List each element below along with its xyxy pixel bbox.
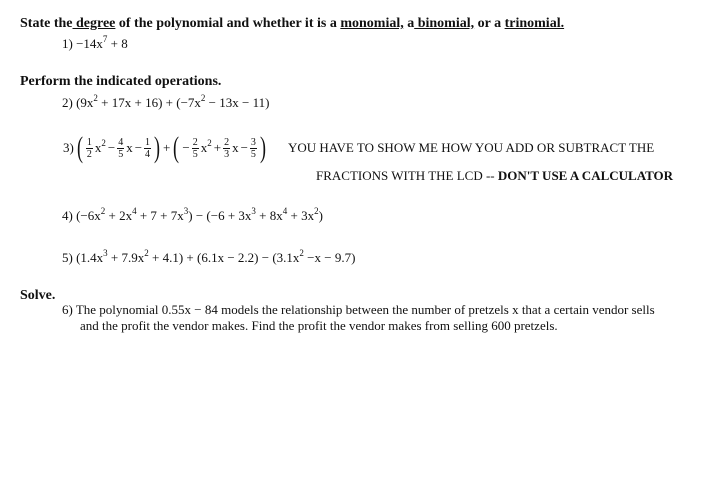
section3-heading: Solve. bbox=[20, 288, 56, 303]
p5-part: 5) (1.4x bbox=[62, 250, 104, 265]
variable: x bbox=[94, 140, 102, 155]
exponent: 2 bbox=[299, 248, 304, 258]
variable: x bbox=[126, 140, 133, 155]
problem-6-line-1: 6) The polynomial 0.55x − 84 models the relationship between the number of pretzels x that a certain vendor sells bbox=[62, 302, 655, 317]
instruction-emphasis: DON'T USE A CALCULATOR bbox=[497, 168, 674, 183]
fraction bbox=[86, 137, 93, 160]
exponent: 4 bbox=[132, 206, 137, 216]
fraction bbox=[192, 137, 199, 160]
p4-part: + 7 + 7x bbox=[136, 208, 184, 223]
numerator: 1 bbox=[145, 136, 151, 148]
fraction bbox=[144, 137, 151, 160]
exponent: 3 bbox=[183, 206, 189, 216]
problem-1-rest: + 8 bbox=[107, 36, 128, 51]
denominator: 5 bbox=[118, 148, 124, 160]
numerator: 2 bbox=[192, 136, 198, 148]
denominator: 3 bbox=[224, 148, 230, 160]
section1-heading bbox=[20, 16, 564, 32]
term bbox=[201, 140, 212, 156]
operator: − bbox=[182, 140, 190, 155]
heading-text-mid1: of the polynomial and whether it is a bbox=[115, 16, 341, 31]
degree-term: degree bbox=[72, 16, 116, 31]
variable: x bbox=[232, 140, 239, 155]
exponent: 3 bbox=[103, 248, 108, 258]
variable: x bbox=[200, 140, 208, 155]
exponent: 3 bbox=[251, 206, 256, 216]
p5-part: + 7.9x bbox=[107, 250, 145, 265]
heading-text-mid3: or a bbox=[474, 16, 505, 31]
denominator: 2 bbox=[86, 148, 92, 160]
p2-part: − 13x − 11) bbox=[205, 95, 270, 110]
left-paren: ( bbox=[173, 131, 180, 164]
right-paren: ) bbox=[259, 131, 266, 164]
problem-1 bbox=[62, 36, 128, 52]
numerator: 4 bbox=[118, 136, 124, 148]
p2-part: 2) (9x bbox=[62, 95, 94, 110]
p5-part: −x − 9.7) bbox=[303, 250, 356, 265]
denominator: 5 bbox=[192, 148, 198, 160]
fraction bbox=[223, 137, 230, 160]
operator: − bbox=[107, 140, 116, 155]
fraction bbox=[117, 137, 124, 160]
problem-6-line-2: and the profit the vendor makes. Find the profit the vendor makes from selling 600 pretzels. bbox=[80, 318, 558, 333]
numerator: 1 bbox=[86, 136, 92, 148]
operator: − bbox=[134, 140, 143, 155]
problem-2 bbox=[62, 95, 269, 111]
numerator: 2 bbox=[224, 136, 230, 148]
operator: + bbox=[213, 140, 222, 155]
p5-part: + 4.1) + (6.1x − 2.2) − (3.1x bbox=[148, 250, 300, 265]
fraction bbox=[250, 137, 257, 160]
p4-part: ) bbox=[318, 208, 323, 223]
exponent: 2 bbox=[100, 206, 106, 216]
exponent: 2 bbox=[93, 93, 98, 103]
operator: − bbox=[240, 140, 248, 155]
p2-part: + 17x + 16) + (−7x bbox=[97, 95, 201, 110]
problem-3-label: 3) bbox=[63, 140, 74, 155]
p4-part: + 3x bbox=[287, 208, 315, 223]
term bbox=[95, 140, 106, 156]
instruction-line-1: YOU HAVE TO SHOW ME HOW YOU ADD OR SUBTRACT THE bbox=[288, 140, 655, 155]
denominator: 4 bbox=[145, 148, 151, 160]
problem-1-text: 1) −14x bbox=[62, 36, 103, 51]
section2-heading: Perform the indicated operations. bbox=[20, 74, 222, 89]
monomial-term: monomial, bbox=[340, 16, 404, 31]
p4-part: + 8x bbox=[255, 208, 283, 223]
instruction-line-2 bbox=[316, 168, 673, 184]
p4-part: 4) (−6x bbox=[62, 208, 101, 223]
exponent: 2 bbox=[200, 93, 206, 103]
p4-part: ) − (−6 + 3x bbox=[188, 208, 252, 223]
right-paren: ) bbox=[154, 131, 161, 164]
instruction-text: FRACTIONS WITH THE LCD -- bbox=[316, 168, 498, 183]
numerator: 3 bbox=[250, 136, 256, 148]
problem-4 bbox=[62, 208, 323, 224]
exponent: 2 bbox=[101, 138, 106, 148]
problem-3 bbox=[62, 130, 268, 166]
heading-text-prefix: State the bbox=[20, 16, 73, 31]
left-paren: ( bbox=[76, 131, 83, 164]
exponent: 2 bbox=[314, 206, 319, 216]
heading-text-mid2: a bbox=[403, 16, 415, 31]
exponent: 7 bbox=[102, 34, 108, 44]
trinomial-term: trinomial. bbox=[504, 16, 565, 31]
exponent: 2 bbox=[207, 138, 212, 148]
exponent: 2 bbox=[144, 248, 149, 258]
binomial-term: binomial, bbox=[414, 16, 475, 31]
p4-part: + 2x bbox=[105, 208, 133, 223]
problem-5 bbox=[62, 250, 355, 266]
exponent: 4 bbox=[282, 206, 288, 216]
operator: + bbox=[163, 140, 171, 155]
denominator: 5 bbox=[250, 148, 256, 160]
